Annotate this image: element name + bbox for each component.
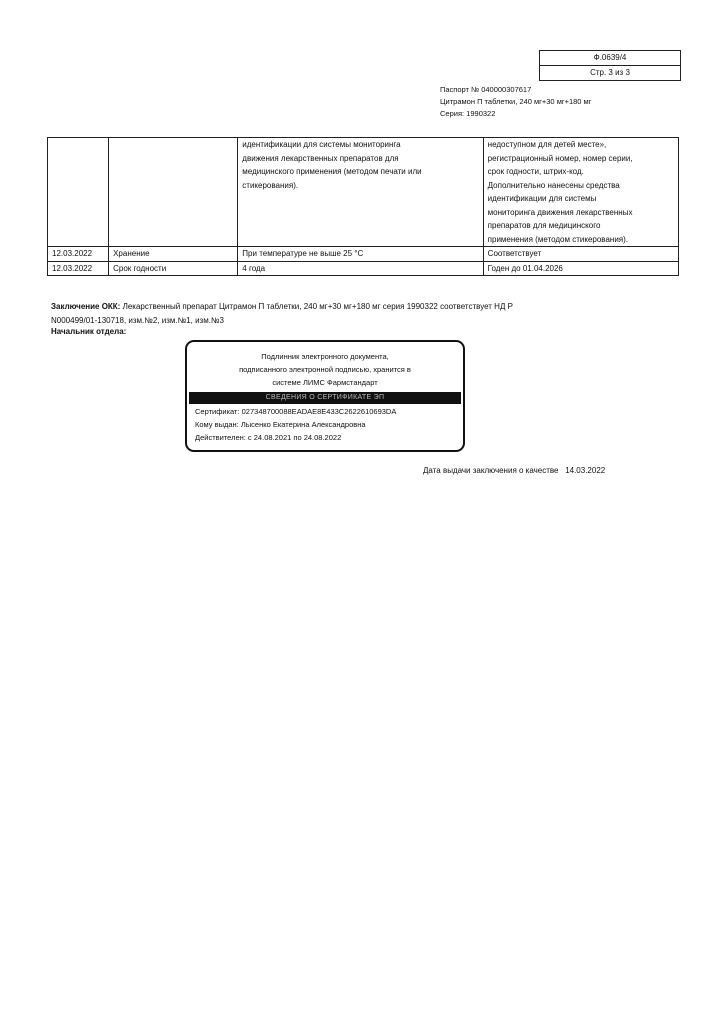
result-line: препаратов для медицинского: [487, 221, 601, 230]
table-row: [48, 247, 679, 262]
issue-date-value: 14.03.2022: [565, 466, 606, 475]
date-cell: 12.03.2022: [48, 261, 109, 276]
result-cell: Соответствует: [483, 247, 678, 262]
conclusion-text: Лекарственный препарат Цитрамон П таблетки, 240 мг+30 мг+180 мг серия 1990322 соответствует НД Р: [120, 302, 513, 311]
conclusion-text-line2: N000499/01-130718, изм.№2, изм.№1, изм.№3: [51, 315, 224, 325]
passport-info: [440, 84, 591, 120]
result-line: мониторинга движения лекарственных: [487, 207, 633, 217]
page-number: Стр. 3 из 3: [540, 65, 680, 80]
requirement-line: медицинского применения (методом печати или: [242, 167, 422, 176]
test-cell: Срок годности: [109, 261, 238, 276]
date-cell: [48, 138, 109, 247]
issue-date-label: Дата выдачи заключения о качестве: [423, 466, 559, 475]
requirement-line: движения лекарственных препаратов для: [242, 153, 399, 163]
result-cell: [483, 138, 678, 247]
requirement-cell: [238, 138, 483, 247]
product-name: Цитрамон П таблетки, 240 мг+30 мг+180 мг: [440, 97, 592, 106]
stamp-header-line: подписанного электронной подписью, хранится в: [239, 365, 411, 374]
test-cell: [109, 138, 238, 247]
form-code: Ф.0639/4: [593, 53, 627, 62]
table-row: [48, 138, 679, 247]
result-line: недоступном для детей месте»,: [487, 140, 607, 149]
test-results-table: [47, 137, 679, 276]
result-line: применения (методом стикерования).: [487, 234, 628, 244]
issue-date-line: [423, 466, 605, 475]
stamp-header-line: Подлинник электронного документа,: [261, 352, 389, 361]
form-code-box: [539, 50, 681, 81]
department-head-label: Начальник отдела:: [51, 327, 127, 336]
stamp-validity: Действителен: с 24.08.2021 по 24.08.2022: [195, 433, 342, 442]
quality-conclusion: [51, 300, 611, 327]
requirement-line: идентификации для системы мониторинга: [242, 140, 401, 149]
result-line: идентификации для системы: [487, 194, 597, 203]
stamp-header-line: системе ЛИМС Фармстандарт: [272, 378, 378, 387]
requirement-line: стикерования).: [242, 180, 299, 190]
stamp-certificate-bar: СВЕДЕНИЯ О СЕРТИФИКАТЕ ЭП: [189, 392, 461, 404]
test-cell: Хранение: [109, 247, 238, 262]
result-line: срок годности, штрих-код.: [487, 167, 584, 176]
requirement-cell: При температуре не выше 25 °С: [238, 247, 483, 262]
stamp-certificate-number: Сертификат: 027348700088EADAE8E433C2622610693DA: [195, 407, 397, 416]
date-cell: 12.03.2022: [48, 247, 109, 262]
stamp-header: [187, 350, 463, 389]
requirement-cell: 4 года: [238, 261, 483, 276]
table-row: [48, 261, 679, 276]
result-line: регистрационный номер, номер серии,: [487, 153, 633, 163]
electronic-signature-stamp: [185, 340, 465, 452]
series-number: Серия: 1990322: [440, 109, 496, 118]
result-cell: Годен до 01.04.2026: [483, 261, 678, 276]
result-line: Дополнительно нанесены средства: [487, 180, 620, 190]
conclusion-label: Заключение ОКК:: [51, 302, 121, 311]
stamp-issued-to: Кому выдан: Лысенко Екатерина Александровна: [195, 420, 366, 429]
passport-number: Паспорт № 040000307617: [440, 85, 532, 94]
